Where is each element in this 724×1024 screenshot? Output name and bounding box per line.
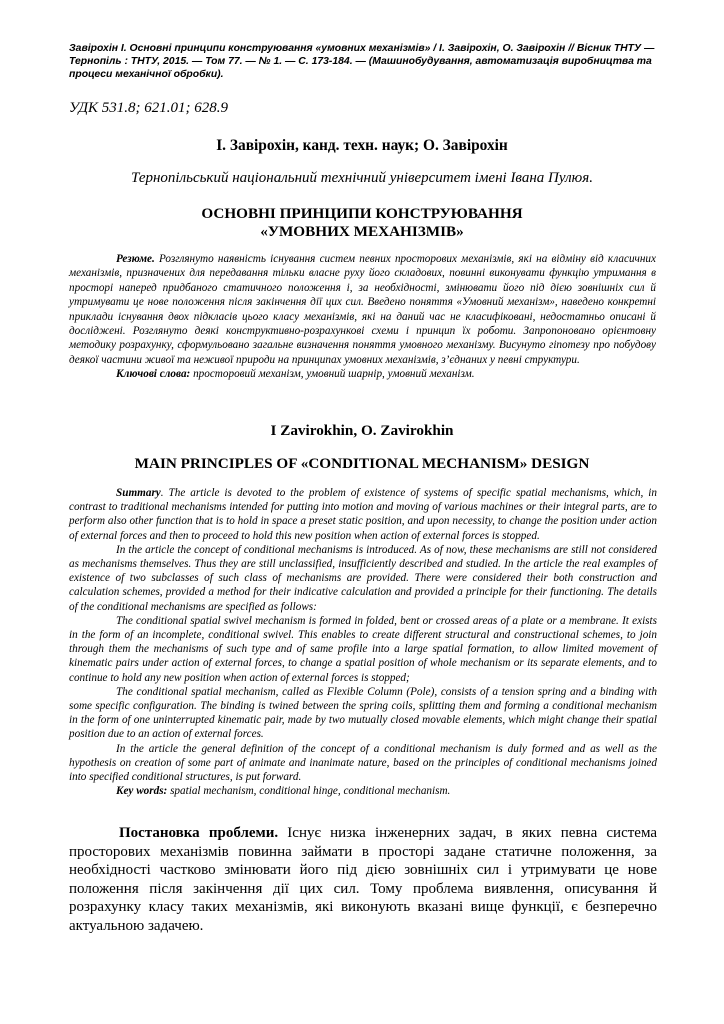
keywords-ukrainian-text: просторовий механізм, умовний шарнір, умовний механізм.	[190, 368, 475, 381]
keywords-english-text: spatial mechanism, conditional hinge, conditional mechanism.	[167, 785, 451, 798]
affiliation: Тернопільський національний технічний університет імені Івана Пулюя.	[131, 170, 593, 186]
abstract-english-paragraph-2: In the article the concept of conditional mechanisms is introduced. As of now, these mechanisms are still not considered as mechanisms themselves. Thus they are still unclassified, insufficiently described and studied. In the article the real examples of existence of two subclasses of such class of mechanisms are provided. There were considered their both construction and calculation schemes, provided a method for their indicative calculation and provided a principle for their functioning. The details of the conditional mechanisms are specified as follows:	[69, 543, 657, 613]
title-ukrainian	[0, 205, 724, 241]
abstract-english	[69, 486, 657, 798]
title-ukrainian-line-1: ОСНОВНІ ПРИНЦИПИ КОНСТРУЮВАННЯ	[201, 205, 523, 222]
summary-label: Summary	[116, 487, 161, 499]
udk-code: УДК 531.8; 621.01; 628.9	[69, 100, 228, 116]
abstract-english-paragraph-4: The conditional spatial mechanism, called as Flexible Column (Pole), consists of a tension spring and a binding with some specific configuration. The binding is twined between the spring coils, splitting them and forming a conditional mechanism in the form of one uninterrupted kinematic pair, made by two mutually closed movable elements, which might change their spatial position due to an action of external forces.	[69, 685, 657, 741]
problem-statement-text: Існує низка інженерних задач, в яких певна система просторових механізмів повинна займати в просторі задане статичне положення, за необхідності частково змінювати його під дією зовнішніх сил і утримувати це нове положення після закінчення дії цих сил. Тому проблема виявлення, описування й розрахунку класу таких механізмів, які виконують вказані вище функції, є безперечно актуальною задачею.	[69, 825, 657, 934]
abstract-ukrainian-paragraph	[69, 252, 656, 367]
body-paragraph	[69, 824, 657, 936]
keywords-ukrainian	[69, 367, 656, 381]
abstract-english-paragraph-1	[69, 486, 657, 543]
title-english: MAIN PRINCIPLES OF «CONDITIONAL MECHANISM» DESIGN	[134, 455, 590, 472]
abstract-ukrainian-label: Резюме.	[116, 253, 155, 265]
authors-ukrainian: І. Завірохін, канд. техн. наук; О. Завірохін	[216, 137, 508, 154]
abstract-english-text-1: . The article is devoted to the problem of existence of systems of specific spatial mechanisms, which, in contrast to traditional mechanisms intended for putting into motion and moving of various machines or their integral parts, are to perform also other function that is to hold in space a preset static position, and upon necessity, to change the position under action of external forces and then to proceed to hold this new position when action of external forces is stopped.	[69, 487, 657, 542]
authors-english: I Zavirokhin, O. Zavirokhin	[270, 422, 454, 439]
keywords-english	[69, 784, 657, 798]
body-section	[69, 824, 657, 936]
citation-header: Завірохін І. Основні принципи конструювання «умовних механізмів» / І. Завірохін, О. Завірохін // Вісник ТНТУ — Тернопіль : ТНТУ, 2015. — Том 77. — № 1. — С. 173-184. — (Машинобудування, автоматизація виробництва та процеси механічної обробки).	[69, 43, 655, 81]
abstract-ukrainian	[69, 252, 656, 382]
title-ukrainian-line-2: «УМОВНИХ МЕХАНІЗМІВ»	[260, 223, 464, 240]
abstract-english-paragraph-5: In the article the general definition of the concept of a conditional mechanism is duly formed and as well as the hypothesis on creation of some part of animate and inanimate nature, based on the principles of conditional mechanisms joined into specified conditional structures, is put forward.	[69, 742, 657, 784]
abstract-english-paragraph-3: The conditional spatial swivel mechanism is formed in folded, bent or crossed areas of a plate or a membrane. It exists in the form of an incomplete, conditional swivel. This enables to create different structural and constructional schemes, to join through them the mechanisms of such type and of same profile into a large spatial formation, to allow limited movement of kinematic pairs under action of external forces, to change a spatial position of whole mechanism or its separate elements, and to continue to hold any new position when action of external forces is stopped;	[69, 614, 657, 684]
keywords-english-label: Key words:	[116, 785, 168, 798]
problem-statement-label: Постановка проблеми.	[119, 825, 279, 841]
abstract-ukrainian-text: Розглянуто наявність існування систем певних просторових механізмів, які на відміну від класичних механізмів, призначених для передавання тільки власне руху його складових, повинні виконувати функцію утримання в просторі наперед придбаного статичного положення і, за необхідності, змінювати його під дією зовнішніх сил й утримувати це нове положення після закінчення дії цих сил. Введено поняття «Умовний механізм», наведено конкретні приклади існування двох підкласів цього класу механізмів, які на даний час не класифіковані, недостатньо описані й досліджені. Розглянуто деякі конструктивно-розрахункові схеми і принцип їх роботи. Запропоновано орієнтовну методику розрахунку, сформульовано загальне визначення поняття умовного механізму. Висунуто гіпотезу про побудову деякої частини живої та неживої природи на принципах умовних механізмів, з’єднаних у певні структури.	[69, 253, 656, 366]
keywords-ukrainian-label: Ключові слова:	[116, 368, 191, 381]
